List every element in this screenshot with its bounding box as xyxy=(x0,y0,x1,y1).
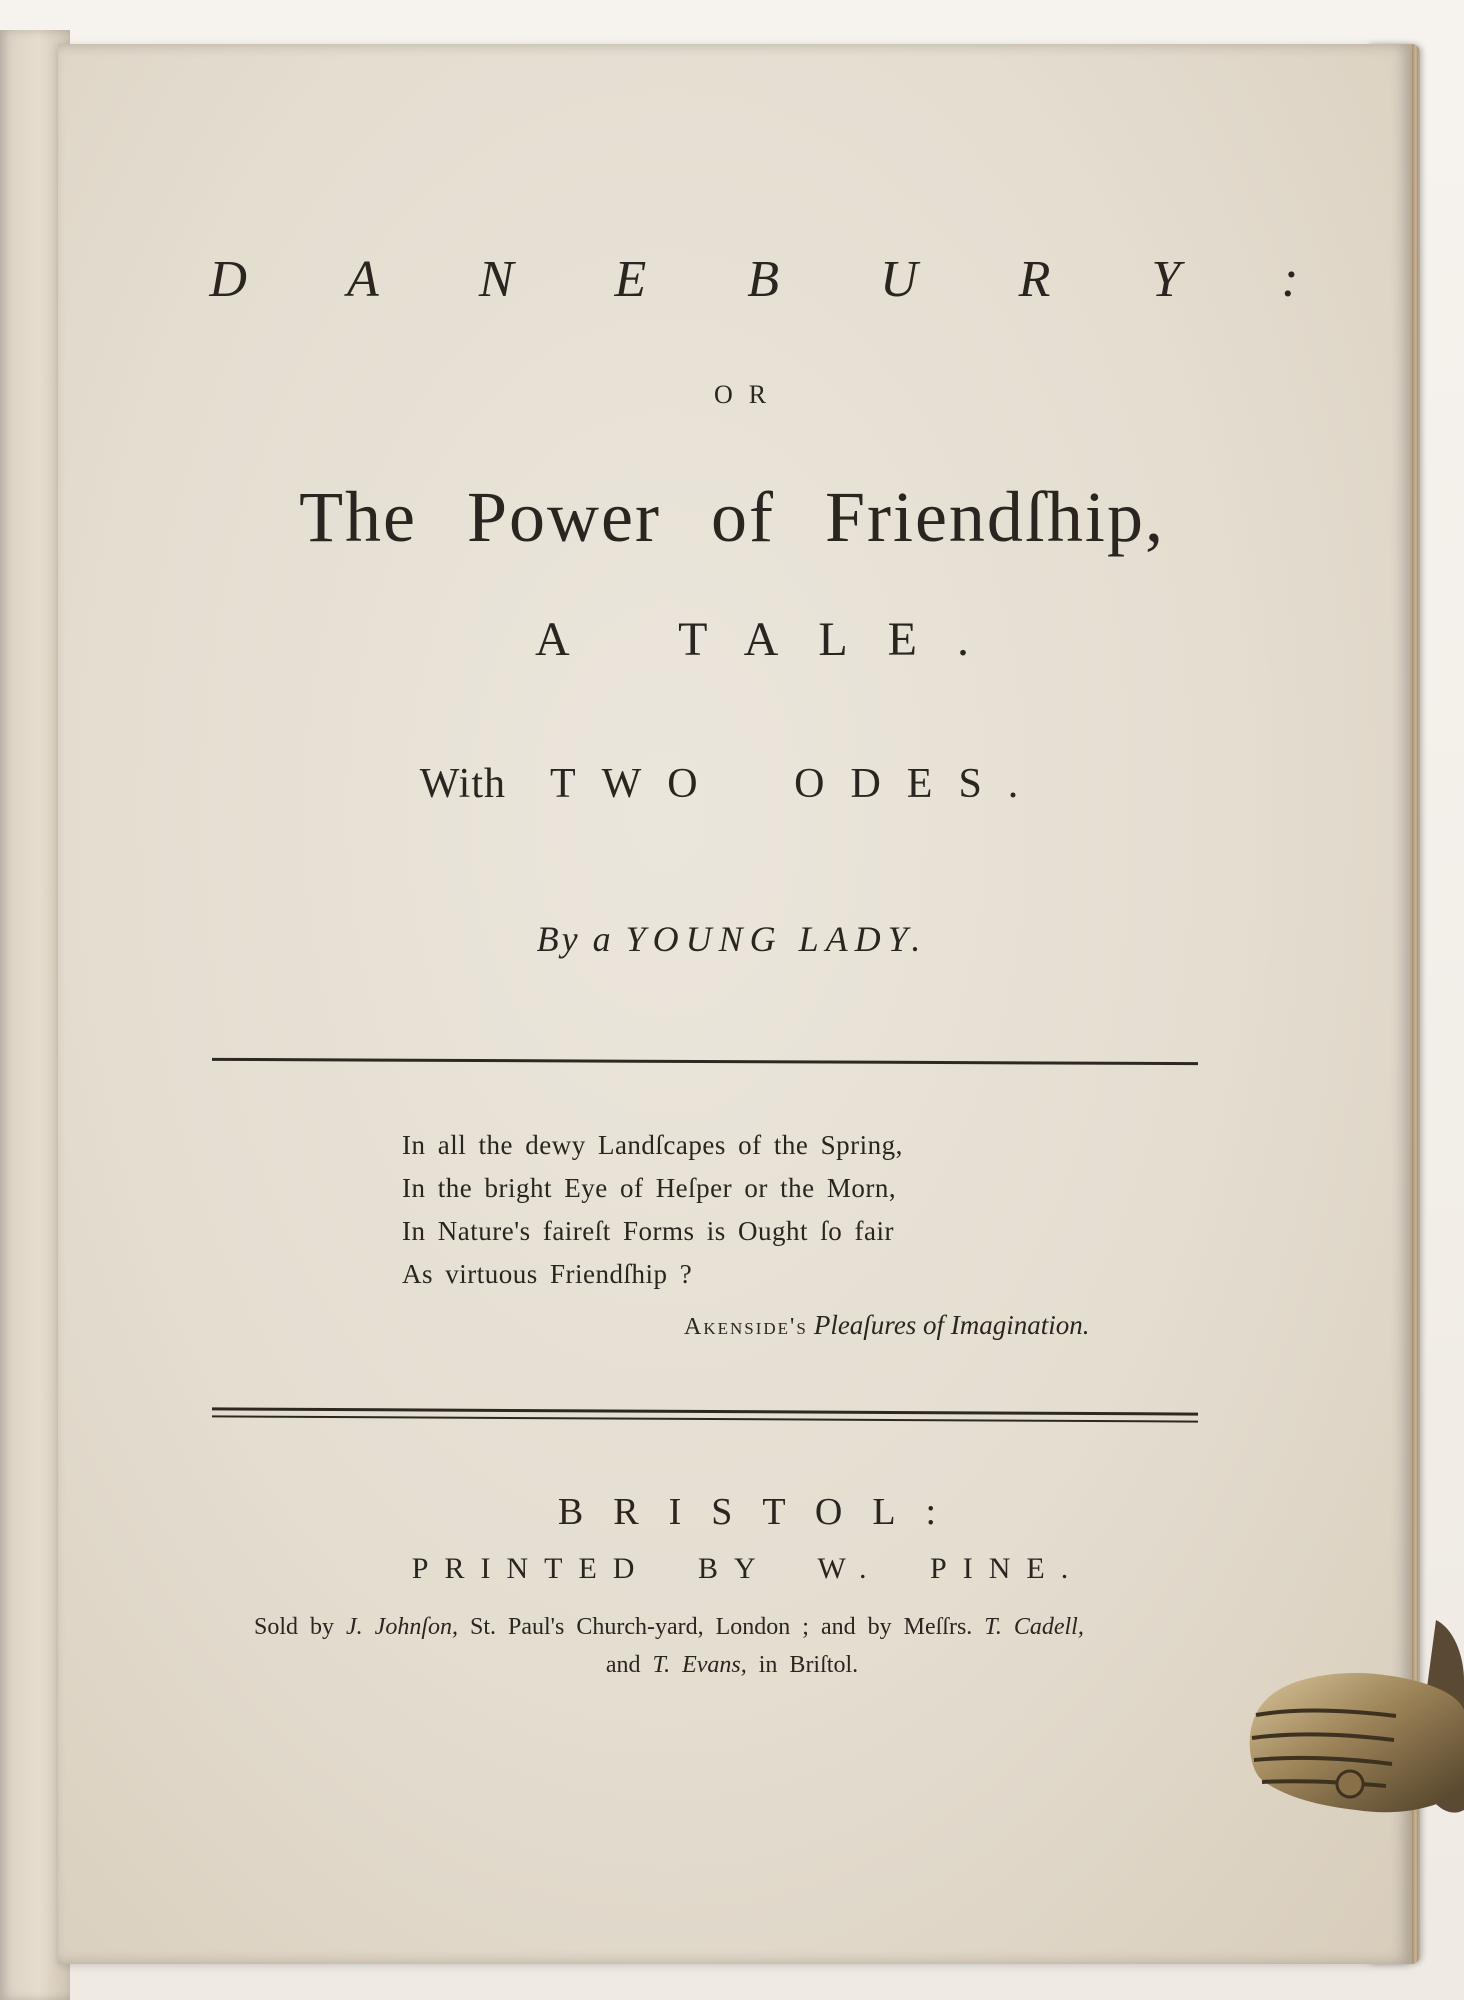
attribution-author: Akenside's xyxy=(684,1314,808,1340)
epigraph-line: In Nature's faireſt Forms is Ought ſo fair xyxy=(402,1216,895,1246)
epigraph-line: In all the dewy Landſcapes of the Spring, xyxy=(402,1130,903,1160)
imprint-place: BRISTOL: xyxy=(557,1491,967,1533)
book-title: D A N E B U R Y : xyxy=(209,251,1343,308)
imprint-printer: PRINTED BY W. PINE. xyxy=(411,1552,1085,1585)
epigraph-attribution xyxy=(684,1310,1090,1341)
brass-hand-page-clip xyxy=(1226,1620,1464,1840)
odes-line xyxy=(0,760,1464,808)
sold-and: and xyxy=(605,1652,641,1678)
seller-name: T. Cadell, xyxy=(984,1614,1084,1640)
seller-name: T. Evans, xyxy=(652,1652,747,1678)
epigraph-line: As virtuous Friendſhip ? xyxy=(402,1259,693,1289)
genre-line: A TALE. xyxy=(535,613,1009,666)
byline-author: YOUNG LADY. xyxy=(625,919,928,959)
odes-caps: TWO ODES. xyxy=(550,761,1045,807)
epigraph xyxy=(402,1124,903,1296)
attribution-work: Pleaſures of Imagination. xyxy=(813,1310,1090,1340)
odes-with: With xyxy=(419,761,506,807)
sold-prefix: Sold by xyxy=(254,1614,335,1640)
seller-name: J. Johnſon, xyxy=(346,1614,458,1640)
title-or: OR xyxy=(713,380,783,409)
sold-address: St. Paul's Church-yard, London ; and by Meſſrs. xyxy=(470,1614,973,1640)
byline xyxy=(0,918,1464,960)
book-subtitle: The Power of Friendſhip, xyxy=(299,477,1165,557)
sold-place: in Briſtol. xyxy=(758,1652,859,1678)
epigraph-line: In the bright Eye of Heſper or the Morn, xyxy=(402,1173,897,1203)
imprint-sellers xyxy=(254,1614,1154,1641)
byline-by: By a xyxy=(536,919,614,959)
